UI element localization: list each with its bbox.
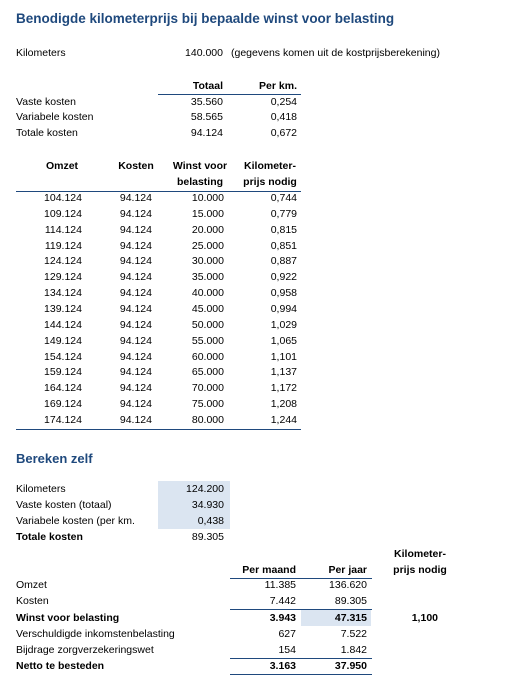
omzet-cell: 154.124 [44,351,82,363]
km-price-cell: 1,065 [270,335,297,347]
winst-cell: 75.000 [191,398,224,410]
calc-input-label: Vaste kosten (totaal) [16,499,112,511]
km-price-cell: 0,887 [270,255,297,267]
result-rule-above-netto [230,658,372,659]
variable-costs-input[interactable]: 0,438 [197,515,224,527]
winst-cell: 60.000 [191,351,224,363]
kosten-cell: 94.124 [119,303,152,315]
fixed-costs-input[interactable]: 34.930 [191,499,224,511]
costs-row-perkm: 0,254 [270,96,297,108]
omzet-cell: 164.124 [44,382,82,394]
omzet-cell: 129.124 [44,271,82,283]
kosten-cell: 94.124 [119,414,152,426]
kosten-cell: 94.124 [119,319,152,331]
result-header-year: Per jaar [328,564,367,576]
winst-cell: 65.000 [191,366,224,378]
omzet-cell: 124.124 [44,255,82,267]
omzet-cell: 139.124 [44,303,82,315]
costs-row-label: Variabele kosten [16,111,94,123]
kosten-cell: 94.124 [119,240,152,252]
kosten-cell: 94.124 [119,335,152,347]
costs-row-total: 58.565 [190,111,223,123]
omzet-cell: 169.124 [44,398,82,410]
result-row-label: Winst voor belasting [16,612,120,624]
result-km-price: 1,100 [411,612,438,624]
km-price-cell: 0,994 [270,303,297,315]
omzet-cell: 159.124 [44,366,82,378]
result-bottom-rule [230,674,372,675]
km-price-cell: 0,958 [270,287,297,299]
result-row-year: 37.950 [334,660,367,672]
km-price-cell: 0,744 [270,192,297,204]
table-header-km-line2: prijs nodig [243,176,297,188]
omzet-cell: 119.124 [44,240,82,252]
omzet-cell: 134.124 [44,287,82,299]
result-header-km-line1: Kilometer- [394,548,446,560]
table-header-km-line1: Kilometer- [244,160,296,172]
kosten-cell: 94.124 [119,398,152,410]
km-price-cell: 1,208 [270,398,297,410]
result-row-label: Omzet [16,579,47,591]
km-price-cell: 0,779 [270,208,297,220]
table-header-kosten: Kosten [118,160,154,172]
winst-cell: 15.000 [191,208,224,220]
km-price-cell: 1,029 [270,319,297,331]
omzet-cell: 149.124 [44,335,82,347]
year-profit-input[interactable]: 47.315 [334,612,367,624]
result-row-label: Netto te besteden [16,660,105,672]
result-row-label: Bijdrage zorgverzekeringswet [16,644,154,656]
winst-cell: 40.000 [191,287,224,299]
kosten-cell: 94.124 [119,287,152,299]
costs-row-label: Vaste kosten [16,96,76,108]
kosten-cell: 94.124 [119,255,152,267]
winst-cell: 55.000 [191,335,224,347]
kosten-cell: 94.124 [119,224,152,236]
calc-input-label: Kilometers [16,483,66,495]
winst-cell: 70.000 [191,382,224,394]
kosten-cell: 94.124 [119,366,152,378]
km-price-cell: 1,101 [270,351,297,363]
kosten-cell: 94.124 [119,192,152,204]
km-price-cell: 0,851 [270,240,297,252]
winst-cell: 10.000 [191,192,224,204]
result-row-month: 11.385 [264,579,296,591]
km-value: 140.000 [185,47,223,59]
winst-cell: 30.000 [191,255,224,267]
costs-header-total: Totaal [192,80,223,92]
result-row-label: Verschuldigde inkomstenbelasting [16,628,175,640]
kosten-cell: 94.124 [119,271,152,283]
costs-row-perkm: 0,672 [270,127,297,139]
result-row-month: 3.163 [269,660,296,672]
omzet-cell: 174.124 [44,414,82,426]
winst-cell: 20.000 [191,224,224,236]
km-input[interactable]: 124.200 [186,483,224,495]
omzet-cell: 104.124 [44,192,82,204]
kosten-cell: 94.124 [119,382,152,394]
costs-row-label: Totale kosten [16,127,78,139]
kosten-cell: 94.124 [119,351,152,363]
omzet-cell: 144.124 [44,319,82,331]
result-row-year: 7.522 [340,628,367,640]
omzet-cell: 114.124 [44,224,82,236]
costs-row-total: 94.124 [190,127,223,139]
costs-header-rule [158,94,301,95]
calc-title: Bereken zelf [16,451,93,466]
km-price-cell: 0,815 [270,224,297,236]
result-row-year: 89.305 [334,595,367,607]
costs-row-total: 35.560 [190,96,223,108]
calc-total-label: Totale kosten [16,531,83,543]
winst-cell: 25.000 [191,240,224,252]
km-price-cell: 1,244 [270,414,297,426]
km-price-cell: 1,137 [270,366,297,378]
winst-cell: 35.000 [191,271,224,283]
calc-total-value: 89.305 [191,531,224,543]
omzet-cell: 109.124 [44,208,82,220]
result-row-year: 1.842 [340,644,367,656]
result-row-month: 3.943 [269,612,296,624]
km-label: Kilometers [16,47,66,59]
result-row-month: 7.442 [269,595,296,607]
table-bottom-rule [16,429,301,430]
calc-input-label: Variabele kosten (per km. [16,515,135,527]
result-header-km-line2: prijs nodig [393,564,447,576]
result-row-label: Kosten [16,595,49,607]
costs-header-perkm: Per km. [259,80,297,92]
page-title: Benodigde kilometerprijs bij bepaalde winst voor belasting [16,11,395,26]
result-row-month: 154 [278,644,296,656]
winst-cell: 80.000 [191,414,224,426]
km-note: (gegevens komen uit de kostprijsberekening) [231,47,440,59]
winst-cell: 45.000 [191,303,224,315]
result-row-month: 627 [278,628,296,640]
winst-cell: 50.000 [191,319,224,331]
result-row-year: 136.620 [329,579,367,591]
km-price-cell: 0,922 [270,271,297,283]
table-header-omzet: Omzet [45,160,79,172]
km-price-cell: 1,172 [270,382,297,394]
costs-row-perkm: 0,418 [270,111,297,123]
table-header-winst-line1: Winst voor [172,160,228,172]
result-header-month: Per maand [242,564,296,576]
kosten-cell: 94.124 [119,208,152,220]
table-header-winst-line2: belasting [176,176,224,188]
